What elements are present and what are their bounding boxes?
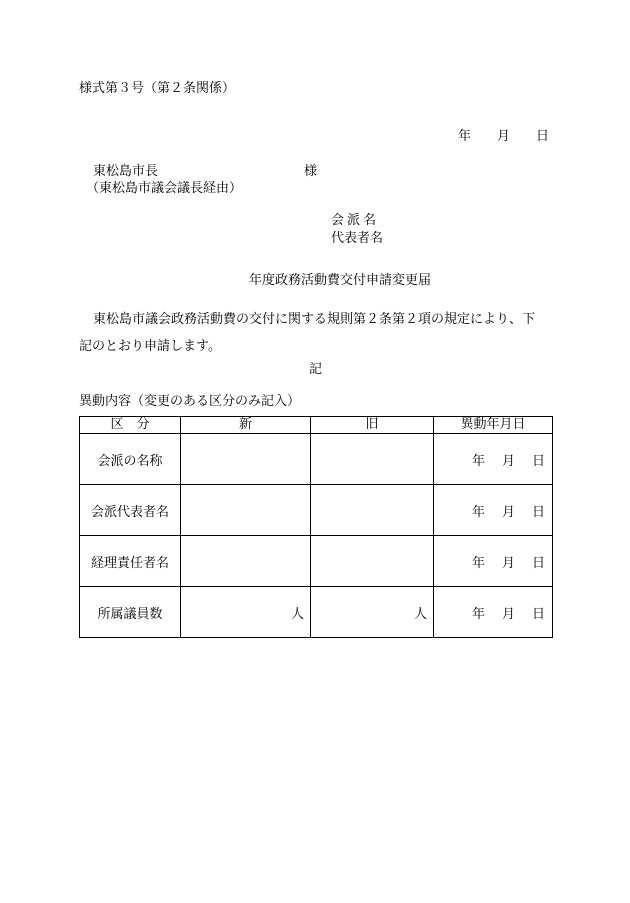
row-category: 経理責任者名 xyxy=(80,536,181,587)
party-name-label: 会派名 xyxy=(331,213,380,228)
row-date-year: 年 xyxy=(471,555,485,571)
row-date-month: 月 xyxy=(501,504,515,520)
form-number: 様式第３号（第２条関係） xyxy=(79,81,236,96)
date-day: 日 xyxy=(536,129,550,144)
addressee-name: 東松島市長 xyxy=(93,164,159,179)
header-date: 異動年月日 xyxy=(434,417,553,434)
body-text-line-2: 記のとおり申請します。 xyxy=(79,339,221,354)
row-date-cell[interactable] xyxy=(434,485,553,536)
row-category: 会派の名称 xyxy=(80,434,181,485)
table-row xyxy=(80,587,553,638)
row-new-cell[interactable] xyxy=(181,485,311,536)
row-date-day: 日 xyxy=(531,504,545,520)
document-title: 年度政務活動費交付申請変更届 xyxy=(249,273,432,288)
date-year: 年 xyxy=(458,129,472,144)
table-header-row xyxy=(80,417,553,434)
row-new-cell[interactable] xyxy=(181,536,311,587)
row-date-month: 月 xyxy=(501,606,515,622)
representative-label: 代表者名 xyxy=(331,231,384,246)
row-category: 所属議員数 xyxy=(80,587,181,638)
row-date-cell[interactable] xyxy=(434,587,553,638)
change-heading: 異動内容（変更のある区分のみ記入） xyxy=(79,394,301,409)
header-old: 旧 xyxy=(311,417,434,434)
row-date-month: 月 xyxy=(501,453,515,469)
addressee-via: （東松島市議会議長経由） xyxy=(86,181,243,196)
header-new: 新 xyxy=(181,417,311,434)
row-old-cell[interactable] xyxy=(311,434,434,485)
row-date-day: 日 xyxy=(531,453,545,469)
table-row xyxy=(80,485,553,536)
header-category: 区 分 xyxy=(80,417,181,434)
ki-marker: 記 xyxy=(309,362,323,377)
row-category: 会派代表者名 xyxy=(80,485,181,536)
row-new-cell[interactable] xyxy=(181,434,311,485)
row-date-year: 年 xyxy=(471,453,485,469)
table-row xyxy=(80,536,553,587)
row-new-cell[interactable]: 人 xyxy=(181,587,311,638)
row-date-cell[interactable] xyxy=(434,434,553,485)
date-month: 月 xyxy=(497,129,511,144)
change-table xyxy=(79,416,553,638)
body-text-line-1: 東松島市議会政務活動費の交付に関する規則第２条第２項の規定により、下 xyxy=(93,312,536,327)
row-date-cell[interactable] xyxy=(434,536,553,587)
row-old-cell[interactable] xyxy=(311,485,434,536)
row-date-year: 年 xyxy=(471,504,485,520)
submission-date xyxy=(458,130,549,143)
row-date-year: 年 xyxy=(471,606,485,622)
table-row xyxy=(80,434,553,485)
row-date-day: 日 xyxy=(531,606,545,622)
row-date-month: 月 xyxy=(501,555,515,571)
addressee-honorific: 様 xyxy=(304,164,318,179)
row-old-cell[interactable]: 人 xyxy=(311,587,434,638)
row-date-day: 日 xyxy=(531,555,545,571)
row-old-cell[interactable] xyxy=(311,536,434,587)
